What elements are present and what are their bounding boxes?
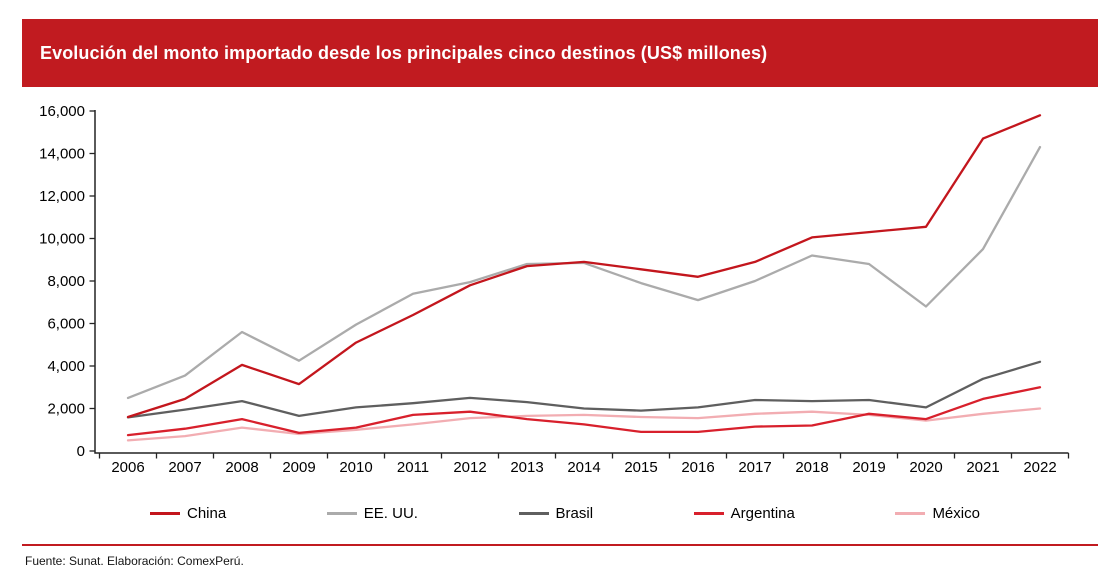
legend-label-mexico: México: [932, 505, 980, 522]
series-line-brasil: [128, 362, 1040, 418]
y-axis-tick-label: 0: [76, 443, 85, 460]
legend-line-swatch-brasil: [519, 512, 549, 515]
footer-divider: [22, 544, 1098, 546]
legend-label-brasil: Brasil: [555, 505, 594, 522]
x-axis-tick-label: 2021: [966, 459, 1000, 476]
x-axis-tick-label: 2017: [738, 459, 772, 476]
series-line-argentina: [128, 387, 1040, 435]
legend-item-ee-uu: [327, 505, 418, 522]
legend-line-swatch-china: [150, 512, 180, 515]
y-axis-tick-label: 14,000: [39, 145, 85, 163]
legend-line-swatch-mexico: [895, 512, 925, 515]
chart-legend: [150, 505, 980, 522]
x-axis-tick-label: 2012: [453, 459, 487, 476]
legend-item-brasil: [519, 505, 594, 522]
x-axis-tick-label: 2022: [1023, 459, 1057, 476]
x-axis-tick-label: 2016: [681, 459, 715, 476]
x-axis-tick-label: 2018: [795, 459, 829, 476]
legend-label-ee-uu: EE. UU.: [363, 505, 418, 522]
x-axis-tick-label: 2011: [396, 459, 430, 476]
y-axis-tick-label: 16,000: [39, 103, 85, 120]
x-axis-tick-label: 2010: [339, 459, 373, 476]
series-line-ee-uu: [128, 147, 1040, 398]
x-axis-tick-label: 2014: [567, 459, 601, 476]
legend-line-swatch-argentina: [694, 512, 724, 515]
x-axis-tick-label: 2013: [510, 459, 544, 476]
legend-label-china: China: [187, 505, 227, 522]
y-axis-tick-label: 2,000: [47, 400, 85, 418]
legend-item-argentina: [694, 505, 795, 522]
x-axis-tick-label: 2008: [225, 459, 259, 476]
legend-line-swatch-ee-uu: [327, 512, 357, 515]
x-axis-tick-label: 2006: [111, 459, 145, 476]
chart-title: Evolución del monto importado desde los principales cinco destinos (US$ millones): [40, 42, 768, 63]
y-axis-tick-label: 12,000: [39, 188, 85, 205]
y-axis-tick-label: 8,000: [47, 273, 85, 290]
legend-item-mexico: [895, 505, 980, 522]
legend-label-argentina: Argentina: [730, 505, 795, 522]
x-axis-tick-label: 2015: [624, 459, 658, 476]
x-axis-tick-label: 2009: [282, 459, 316, 476]
y-axis-tick-label: 10,000: [39, 230, 85, 248]
source-note: Fuente: Sunat. Elaboración: ComexPerú.: [25, 554, 244, 568]
x-axis-tick-label: 2020: [909, 459, 943, 476]
y-axis-tick-label: 6,000: [47, 315, 85, 333]
legend-item-china: [150, 505, 226, 522]
series-line-china: [128, 115, 1040, 417]
x-axis-tick-label: 2007: [168, 459, 202, 476]
x-axis-tick-label: 2019: [852, 459, 886, 476]
y-axis-tick-label: 4,000: [47, 358, 85, 375]
